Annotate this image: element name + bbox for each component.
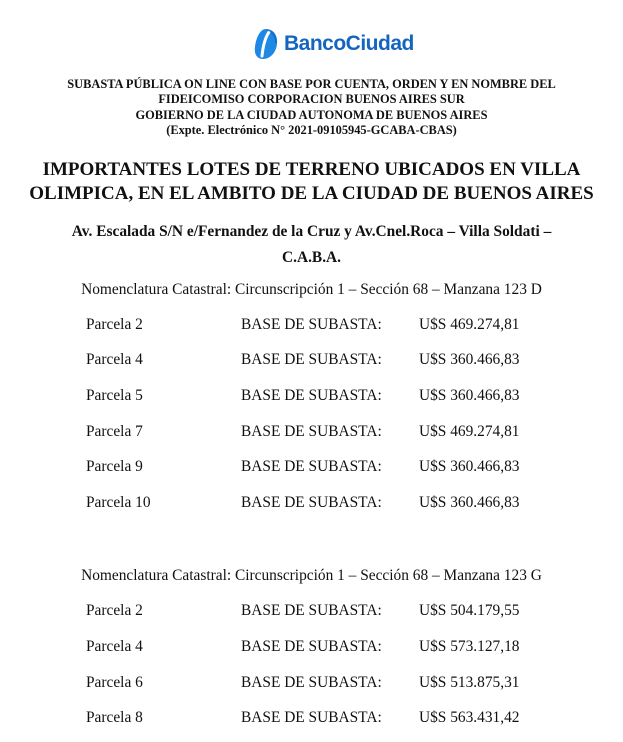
base-label: BASE DE SUBASTA: <box>241 387 382 404</box>
address-line: Av. Escalada S/N e/Fernandez de la Cruz y Av.Cnel.Roca – Villa Soldati – <box>71 223 552 240</box>
document-header <box>0 77 623 138</box>
bank-logo <box>254 28 414 60</box>
base-label: BASE DE SUBASTA: <box>241 423 382 440</box>
base-amount: U$S 469.274,81 <box>419 316 520 333</box>
header-line: GOBIERNO DE LA CIUDAD AUTONOMA DE BUENOS AIRES <box>135 107 488 122</box>
banco-ciudad-logo-icon <box>254 28 278 60</box>
base-label: BASE DE SUBASTA: <box>241 458 382 475</box>
base-amount: U$S 573.127,18 <box>419 638 520 655</box>
property-address <box>0 219 623 271</box>
address-line: C.A.B.A. <box>282 249 341 266</box>
base-label: BASE DE SUBASTA: <box>241 316 382 333</box>
parcel-label: Parcela 2 <box>86 316 143 333</box>
parcel-label: Parcela 4 <box>86 638 143 655</box>
base-amount: U$S 504.179,55 <box>419 602 520 619</box>
parcel-label: Parcela 7 <box>86 423 143 440</box>
base-amount: U$S 513.875,31 <box>419 674 520 691</box>
header-line: SUBASTA PÚBLICA ON LINE CON BASE POR CUENTA, ORDEN Y EN NOMBRE DEL <box>67 77 556 91</box>
document-title <box>0 158 623 206</box>
parcel-label: Parcela 10 <box>86 494 151 511</box>
section-nomenclatura: Nomenclatura Catastral: Circunscripción 1 – Sección 68 – Manzana 123 G <box>81 567 542 584</box>
header-expediente: (Expte. Electrónico N° 2021-09105945-GCABA-CBAS) <box>166 122 457 137</box>
parcel-label: Parcela 4 <box>86 351 143 368</box>
parcel-label: Parcela 8 <box>86 709 143 726</box>
parcel-label: Parcela 2 <box>86 602 143 619</box>
base-amount: U$S 360.466,83 <box>419 351 520 368</box>
logo-text: BancoCiudad <box>284 32 414 55</box>
base-amount: U$S 469.274,81 <box>419 423 520 440</box>
parcel-label: Parcela 5 <box>86 387 143 404</box>
base-label: BASE DE SUBASTA: <box>241 351 382 368</box>
section-nomenclatura: Nomenclatura Catastral: Circunscripción 1 – Sección 68 – Manzana 123 D <box>81 281 542 298</box>
base-label: BASE DE SUBASTA: <box>241 709 382 726</box>
base-label: BASE DE SUBASTA: <box>241 638 382 655</box>
parcel-label: Parcela 6 <box>86 674 143 691</box>
base-label: BASE DE SUBASTA: <box>241 602 382 619</box>
base-label: BASE DE SUBASTA: <box>241 494 382 511</box>
base-amount: U$S 360.466,83 <box>419 387 520 404</box>
title-line: IMPORTANTES LOTES DE TERRENO UBICADOS EN VILLA <box>42 159 581 180</box>
title-line: OLIMPICA, EN EL AMBITO DE LA CIUDAD DE BUENOS AIRES <box>29 183 594 204</box>
base-amount: U$S 360.466,83 <box>419 458 520 475</box>
base-label: BASE DE SUBASTA: <box>241 674 382 691</box>
base-amount: U$S 563.431,42 <box>419 709 520 726</box>
header-line: FIDEICOMISO CORPORACION BUENOS AIRES SUR <box>158 92 465 107</box>
base-amount: U$S 360.466,83 <box>419 494 520 511</box>
parcel-label: Parcela 9 <box>86 458 143 475</box>
